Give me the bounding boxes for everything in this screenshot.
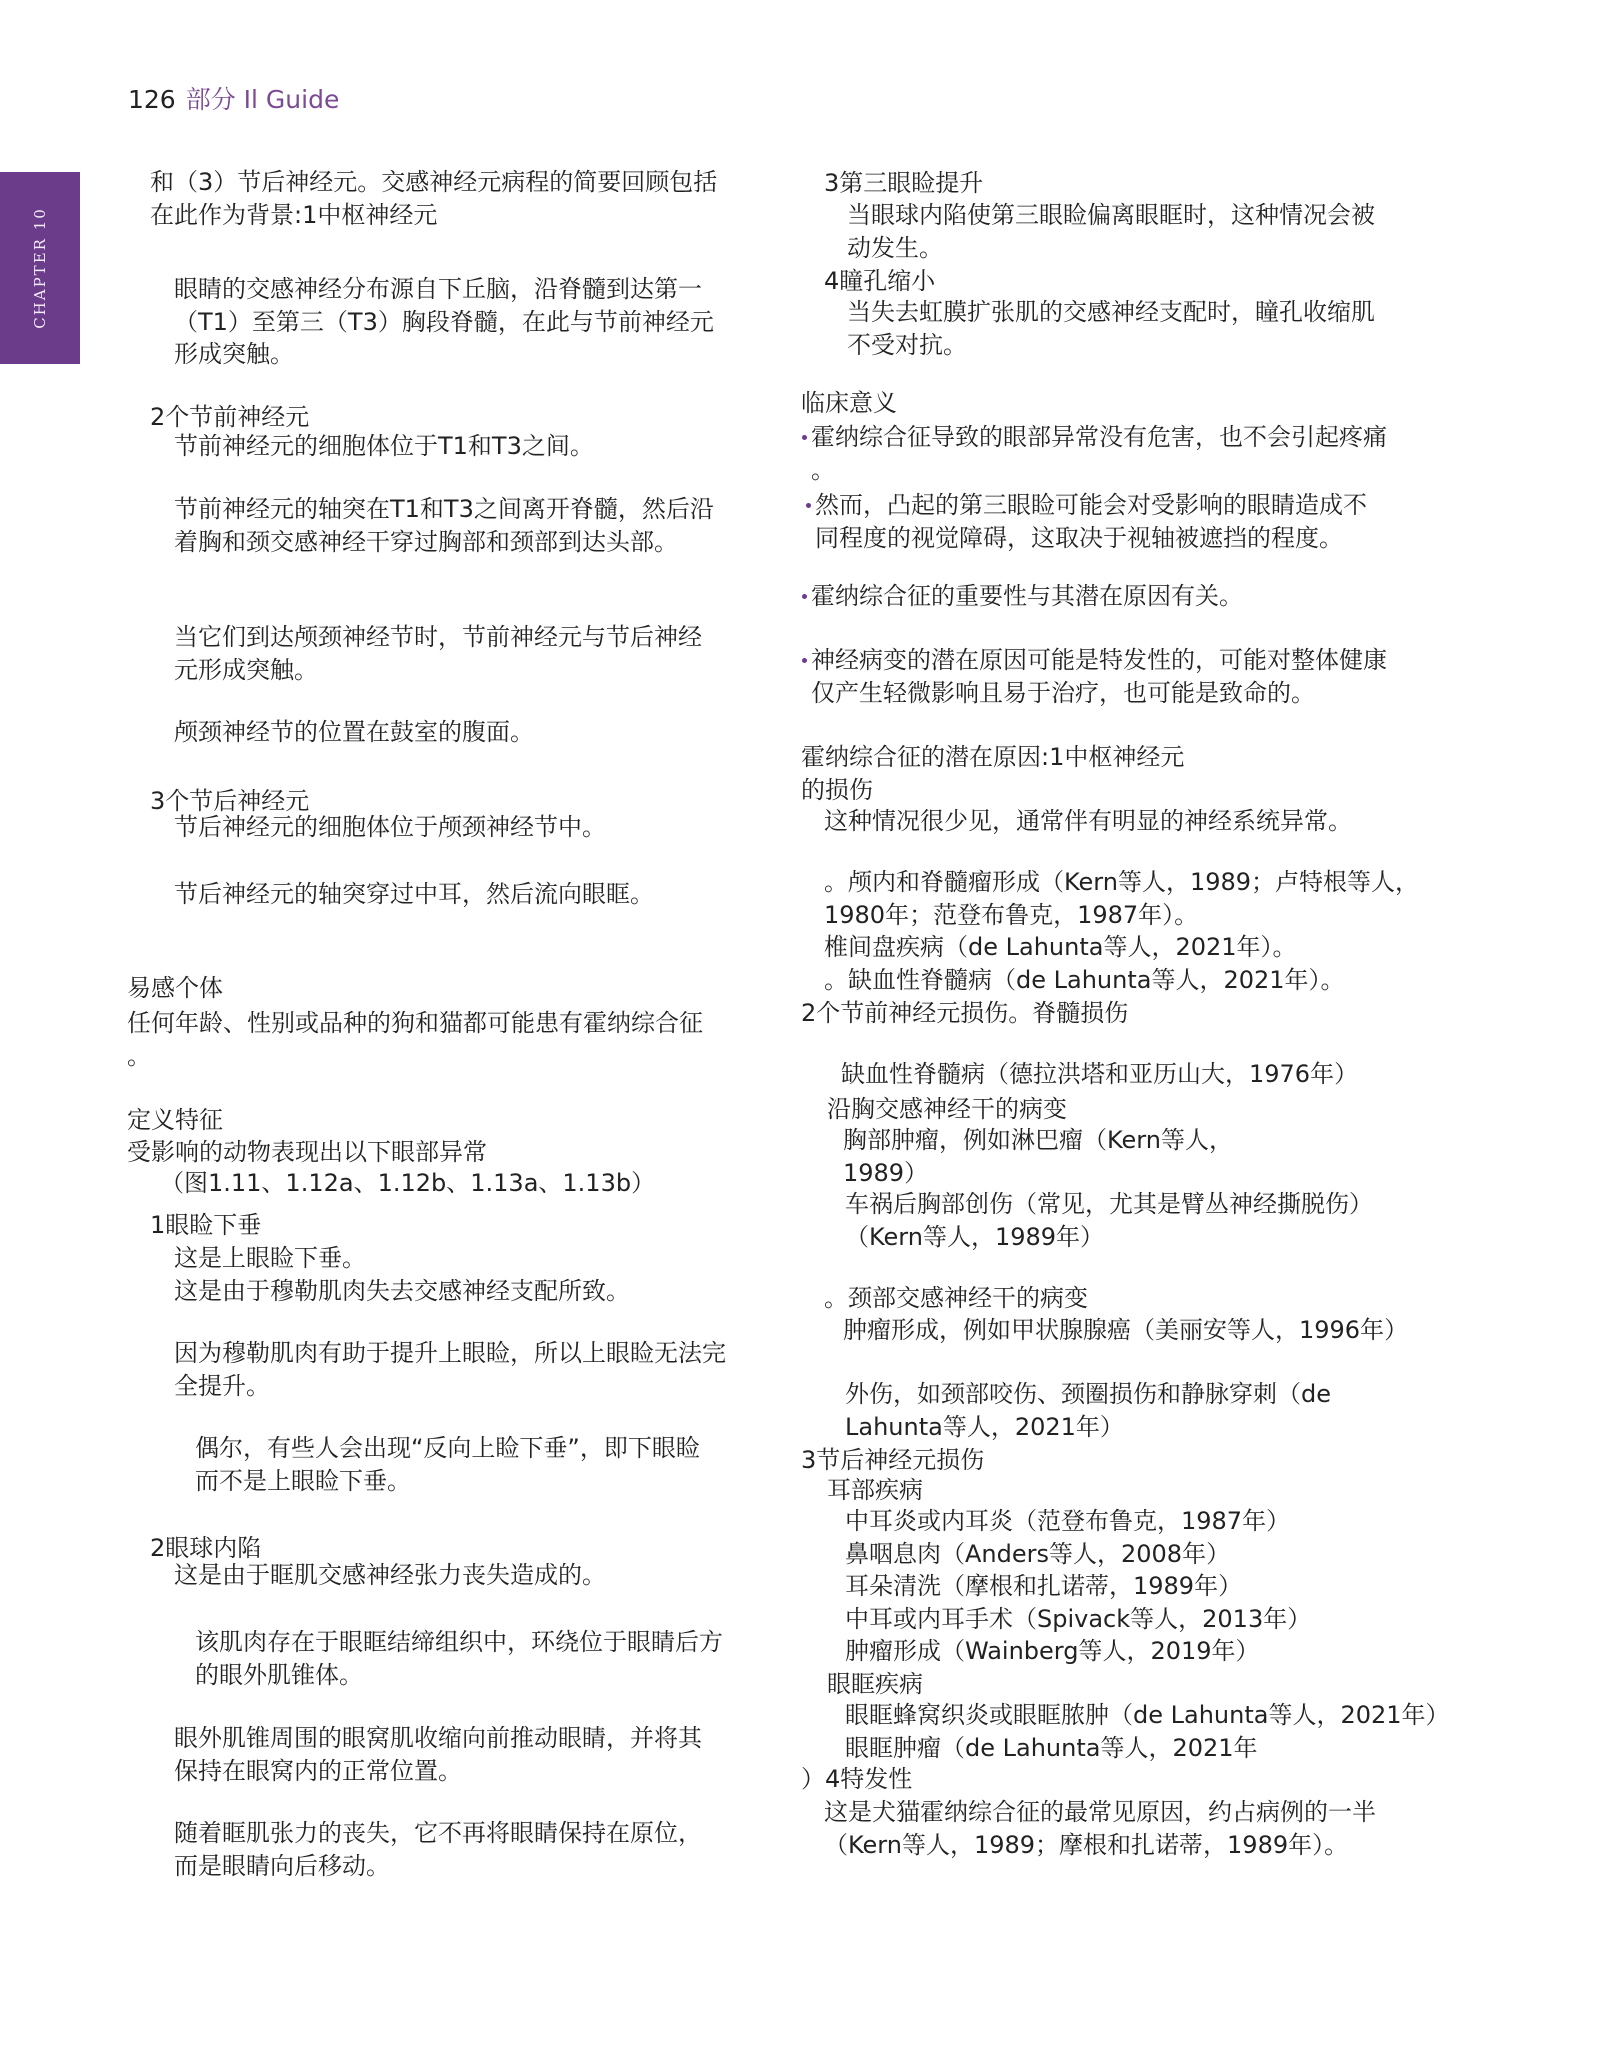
subheading: 眼眶疾病	[827, 1670, 923, 1698]
paragraph: 当眼球内陷使第三眼睑偏离眼眶时，这种情况会被 动发生。	[847, 201, 1375, 262]
paragraph: 眼睛的交感神经分布源自下丘脑，沿脊髓到达第一 （T1）至第三（T3）胸段脊髓，在此与节前神经元 形成突触。	[174, 275, 714, 368]
subheading: 3节后神经元损伤	[801, 1446, 985, 1474]
reference-item: 胸部肿瘤，例如淋巴瘤（Kern等人， 1989）	[843, 1126, 1233, 1187]
page-header	[128, 80, 339, 116]
subheading: 4瞳孔缩小	[824, 267, 936, 295]
bullet-item: 霍纳综合征导致的眼部异常没有危害，也不会引起疼痛 。	[811, 421, 1387, 486]
paragraph: 偶尔，有些人会出现“反向上睑下垂”，即下眼睑 而不是上眼睑下垂。	[195, 1434, 700, 1495]
bullet-item: 霍纳综合征的重要性与其潜在原因有关。	[811, 580, 1243, 613]
section-heading: 易感个体	[127, 974, 223, 1002]
chapter-tab-label: CHAPTER 10	[31, 207, 49, 329]
chapter-tab	[0, 172, 80, 364]
subheading: 2个节前神经元损伤。脊髓损伤	[801, 999, 1129, 1027]
paragraph: 这是犬猫霍纳综合征的最常见原因，约占病例的一半 （Kern等人，1989；摩根和扎诺蒂，1989年）。	[824, 1798, 1376, 1859]
subheading: ）4特发性	[801, 1765, 913, 1793]
subheading: 3第三眼睑提升	[824, 169, 984, 197]
paragraph: 随着眶肌张力的丧失，它不再将眼睛保持在原位， 而是眼睛向后移动。	[174, 1819, 702, 1880]
section-title: 部分 Il Guide	[185, 85, 340, 114]
paragraph: 节前神经元的轴突在T1和T3之间离开脊髓，然后沿 着胸和颈交感神经干穿过胸部和颈部到达头部。	[174, 495, 714, 556]
section-heading: 定义特征	[127, 1106, 223, 1134]
paragraph: 这是上眼睑下垂。 这是由于穆勒肌肉失去交感神经支配所致。	[174, 1244, 630, 1305]
paragraph: 节后神经元的轴突穿过中耳，然后流向眼眶。	[174, 880, 654, 908]
figure-reference: （图1.11、1.12a、1.12b、1.13a、1.13b）	[160, 1169, 656, 1197]
paragraph: 眼外肌锥周围的眼窝肌收缩向前推动眼睛，并将其 保持在眼窝内的正常位置。	[174, 1724, 702, 1785]
subheading: 3个节后神经元	[150, 787, 310, 815]
reference-list: 眼眶蜂窝织炎或眼眶脓肿（de Lahunta等人，2021年） 眼眶肿瘤（de Lahunta等人，2021年	[845, 1701, 1450, 1762]
paragraph: 受影响的动物表现出以下眼部异常	[127, 1138, 487, 1166]
subheading: 。颈部交感神经干的病变	[824, 1284, 1088, 1312]
paragraph: 节后神经元的细胞体位于颅颈神经节中。	[174, 813, 606, 841]
intro-paragraph: 和（3）节后神经元。交感神经元病程的简要回顾包括 在此作为背景:1中枢神经元	[150, 168, 718, 229]
reference-item: 。缺血性脊髓病（de Lahunta等人，2021年）。	[824, 966, 1345, 994]
paragraph: 当失去虹膜扩张肌的交感神经支配时，瞳孔收缩肌 不受对抗。	[847, 298, 1375, 359]
reference-item: 。颅内和脊髓瘤形成（Kern等人，1989；卢特根等人， 1980年；范登布鲁克，1987年）。	[824, 868, 1420, 929]
reference-list: 中耳炎或内耳炎（范登布鲁克，1987年） 鼻咽息肉（Anders等人，2008年） 耳朵清洗（摩根和扎诺蒂，1989年） 中耳或内耳手术（Spivack等人，2013年） 肿瘤形成（Wainberg等人，2019年）	[845, 1507, 1312, 1665]
subheading: 2个节前神经元	[150, 403, 310, 431]
subheading: 沿胸交感神经干的病变	[827, 1095, 1067, 1123]
reference-item: 肿瘤形成，例如甲状腺腺癌（美丽安等人，1996年）	[843, 1316, 1409, 1344]
paragraph: 因为穆勒肌肉有助于提升上眼睑，所以上眼睑无法完 全提升。	[174, 1339, 726, 1400]
subheading: 2眼球内陷	[150, 1534, 262, 1562]
paragraph: 当它们到达颅颈神经节时，节前神经元与节后神经 元形成突触。	[174, 623, 702, 684]
section-heading: 临床意义	[801, 389, 897, 417]
paragraph: 节前神经元的细胞体位于T1和T3之间。	[174, 432, 594, 460]
bullet-item: 然而，凸起的第三眼睑可能会对受影响的眼睛造成不 同程度的视觉障碍，这取决于视轴被遮挡的程度。	[815, 489, 1367, 554]
subheading: 耳部疾病	[827, 1476, 923, 1504]
paragraph: 该肌肉存在于眼眶结缔组织中，环绕位于眼睛后方 的眼外肌锥体。	[195, 1628, 723, 1689]
paragraph: 这种情况很少见，通常伴有明显的神经系统异常。	[824, 807, 1352, 835]
reference-item: 外伤，如颈部咬伤、颈圈损伤和静脉穿刺（de Lahunta等人，2021年）	[845, 1380, 1331, 1441]
subheading: 1眼睑下垂	[150, 1211, 262, 1239]
reference-item: 椎间盘疾病（de Lahunta等人，2021年）。	[824, 933, 1297, 961]
bullet-item: 神经病变的潜在原因可能是特发性的，可能对整体健康 仅产生轻微影响且易于治疗，也可能是致命的。	[811, 644, 1387, 709]
reference-item: 缺血性脊髓病（德拉洪塔和亚历山大，1976年）	[841, 1060, 1359, 1088]
paragraph: 这是由于眶肌交感神经张力丧失造成的。	[174, 1561, 606, 1589]
paragraph: 任何年龄、性别或品种的狗和猫都可能患有霍纳综合征 。	[127, 1009, 703, 1070]
paragraph: 颅颈神经节的位置在鼓室的腹面。	[174, 718, 534, 746]
page-number: 126	[128, 85, 176, 114]
reference-item: 车祸后胸部创伤（常见，尤其是臂丛神经撕脱伤） （Kern等人，1989年）	[845, 1190, 1373, 1251]
section-heading: 霍纳综合征的潜在原因:1中枢神经元 的损伤	[801, 743, 1185, 804]
